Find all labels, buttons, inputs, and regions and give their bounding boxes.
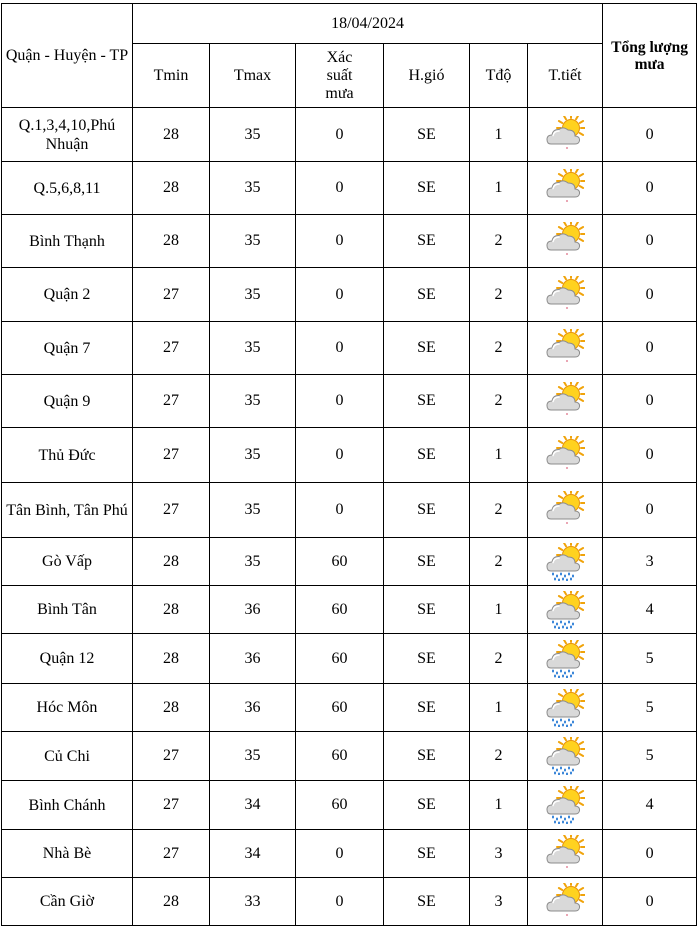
tmin-cell: 28 [133, 162, 210, 215]
district-cell: Bình Chánh [2, 781, 133, 830]
degree-cell: 1 [470, 108, 528, 162]
rain-probability-cell: 60 [296, 586, 384, 634]
total-rain-cell: 4 [603, 586, 697, 634]
district-cell: Q.5,6,8,11 [2, 162, 133, 215]
weather-header: T.tiết [528, 44, 603, 108]
tmax-cell: 36 [210, 684, 296, 732]
degree-cell: 1 [470, 162, 528, 215]
rain-probability-cell: 0 [296, 878, 384, 926]
degree-cell: 3 [470, 830, 528, 878]
tmax-cell: 35 [210, 428, 296, 483]
tmax-cell: 34 [210, 830, 296, 878]
total-rain-cell: 0 [603, 375, 697, 428]
wind-cell: SE [384, 878, 470, 926]
total-rain-cell: 5 [603, 684, 697, 732]
table-row [2, 322, 697, 375]
tmin-cell: 27 [133, 830, 210, 878]
weather-icon-cell [528, 781, 603, 830]
weather-icon-cell [528, 830, 603, 878]
tmin-header: Tmin [133, 44, 210, 108]
tmin-cell: 28 [133, 108, 210, 162]
wind-cell: SE [384, 634, 470, 684]
wind-cell: SE [384, 586, 470, 634]
total-rain-header: Tổng lượng mưa [603, 4, 697, 108]
tmax-cell: 35 [210, 268, 296, 322]
rain-probability-cell: 60 [296, 538, 384, 586]
weather-icon-cell [528, 732, 603, 781]
sun-cloud-rain-icon [545, 543, 585, 581]
rain-probability-cell: 0 [296, 215, 384, 268]
district-cell: Quận 12 [2, 634, 133, 684]
total-rain-cell: 4 [603, 781, 697, 830]
district-cell: Gò Vấp [2, 538, 133, 586]
sun-cloud-icon [545, 883, 585, 921]
table-row [2, 684, 697, 732]
tmin-cell: 27 [133, 375, 210, 428]
wind-cell: SE [384, 108, 470, 162]
tmax-cell: 34 [210, 781, 296, 830]
tmax-cell: 35 [210, 215, 296, 268]
district-cell: Củ Chi [2, 732, 133, 781]
district-cell: Cần Giờ [2, 878, 133, 926]
rain-probability-header: Xác suất mưa [296, 44, 384, 108]
tmin-cell: 28 [133, 684, 210, 732]
sun-cloud-rain-icon [545, 786, 585, 824]
district-cell: Quận 2 [2, 268, 133, 322]
total-rain-cell: 0 [603, 428, 697, 483]
total-rain-cell: 0 [603, 162, 697, 215]
rain-probability-cell: 60 [296, 634, 384, 684]
tmin-cell: 28 [133, 215, 210, 268]
tmin-cell: 28 [133, 634, 210, 684]
rain-probability-cell: 0 [296, 428, 384, 483]
wind-cell: SE [384, 268, 470, 322]
district-cell: Thủ Đức [2, 428, 133, 483]
tmax-cell: 35 [210, 375, 296, 428]
tmax-cell: 35 [210, 322, 296, 375]
district-cell: Bình Tân [2, 586, 133, 634]
degree-cell: 2 [470, 322, 528, 375]
degree-cell: 1 [470, 684, 528, 732]
table-row [2, 781, 697, 830]
total-rain-cell: 5 [603, 634, 697, 684]
tmin-cell: 27 [133, 483, 210, 538]
degree-cell: 2 [470, 732, 528, 781]
weather-icon-cell [528, 162, 603, 215]
weather-icon-cell [528, 586, 603, 634]
degree-cell: 2 [470, 538, 528, 586]
weather-icon-cell [528, 428, 603, 483]
total-rain-cell: 5 [603, 732, 697, 781]
table-row [2, 268, 697, 322]
total-rain-cell: 0 [603, 878, 697, 926]
weather-icon-cell [528, 108, 603, 162]
district-cell: Quận 7 [2, 322, 133, 375]
sun-cloud-rain-icon [545, 591, 585, 629]
degree-cell: 2 [470, 483, 528, 538]
wind-cell: SE [384, 162, 470, 215]
sun-cloud-icon [545, 222, 585, 260]
sun-cloud-icon [545, 169, 585, 207]
sun-cloud-icon [545, 329, 585, 367]
tmin-cell: 28 [133, 538, 210, 586]
rain-probability-cell: 60 [296, 781, 384, 830]
table-row [2, 830, 697, 878]
degree-cell: 1 [470, 428, 528, 483]
tmax-cell: 36 [210, 634, 296, 684]
total-rain-cell: 0 [603, 268, 697, 322]
table-row [2, 375, 697, 428]
district-cell: Nhà Bè [2, 830, 133, 878]
table-row [2, 108, 697, 162]
tmax-cell: 33 [210, 878, 296, 926]
tmin-cell: 27 [133, 781, 210, 830]
wind-cell: SE [384, 781, 470, 830]
sun-cloud-icon [545, 835, 585, 873]
degree-cell: 1 [470, 586, 528, 634]
total-rain-cell: 0 [603, 108, 697, 162]
weather-icon-cell [528, 634, 603, 684]
sun-cloud-rain-icon [545, 689, 585, 727]
degree-cell: 2 [470, 268, 528, 322]
tmax-cell: 35 [210, 108, 296, 162]
rain-probability-cell: 0 [296, 268, 384, 322]
weather-icon-cell [528, 878, 603, 926]
degree-cell: 2 [470, 375, 528, 428]
rain-probability-cell: 0 [296, 830, 384, 878]
total-rain-cell: 0 [603, 322, 697, 375]
rain-probability-cell: 0 [296, 108, 384, 162]
degree-cell: 2 [470, 215, 528, 268]
district-cell: Bình Thạnh [2, 215, 133, 268]
district-header: Quận - Huyện - TP [2, 4, 133, 108]
weather-icon-cell [528, 215, 603, 268]
sun-cloud-icon [545, 436, 585, 474]
district-cell: Hóc Môn [2, 684, 133, 732]
tmin-cell: 27 [133, 732, 210, 781]
weather-icon-cell [528, 375, 603, 428]
rain-probability-cell: 0 [296, 483, 384, 538]
wind-cell: SE [384, 215, 470, 268]
sun-cloud-icon [545, 491, 585, 529]
sun-cloud-icon [545, 382, 585, 420]
degree-header: Tđộ [470, 44, 528, 108]
tmin-cell: 28 [133, 878, 210, 926]
table-row [2, 586, 697, 634]
wind-cell: SE [384, 375, 470, 428]
tmax-header: Tmax [210, 44, 296, 108]
rain-probability-cell: 60 [296, 732, 384, 781]
table-row [2, 732, 697, 781]
table-row [2, 162, 697, 215]
wind-cell: SE [384, 428, 470, 483]
table-row [2, 634, 697, 684]
weather-icon-cell [528, 538, 603, 586]
tmax-cell: 35 [210, 162, 296, 215]
sun-cloud-icon [545, 116, 585, 154]
tmax-cell: 35 [210, 732, 296, 781]
total-rain-cell: 3 [603, 538, 697, 586]
wind-cell: SE [384, 483, 470, 538]
wind-cell: SE [384, 684, 470, 732]
weather-icon-cell [528, 268, 603, 322]
date-header: 18/04/2024 [133, 4, 603, 44]
tmin-cell: 27 [133, 428, 210, 483]
total-rain-cell: 0 [603, 483, 697, 538]
tmin-cell: 27 [133, 268, 210, 322]
tmin-cell: 28 [133, 586, 210, 634]
tmax-cell: 36 [210, 586, 296, 634]
sun-cloud-icon [545, 276, 585, 314]
wind-cell: SE [384, 830, 470, 878]
weather-forecast-table [1, 3, 697, 926]
district-cell: Tân Bình, Tân Phú [2, 483, 133, 538]
rain-probability-cell: 0 [296, 322, 384, 375]
tmax-cell: 35 [210, 483, 296, 538]
table-row [2, 215, 697, 268]
wind-cell: SE [384, 732, 470, 781]
degree-cell: 1 [470, 781, 528, 830]
table-row [2, 878, 697, 926]
sun-cloud-rain-icon [545, 640, 585, 678]
total-rain-cell: 0 [603, 215, 697, 268]
wind-cell: SE [384, 538, 470, 586]
district-cell: Q.1,3,4,10,Phú Nhuận [2, 108, 133, 162]
rain-probability-cell: 0 [296, 162, 384, 215]
sun-cloud-rain-icon [545, 737, 585, 775]
wind-cell: SE [384, 322, 470, 375]
table-row [2, 483, 697, 538]
tmax-cell: 35 [210, 538, 296, 586]
weather-icon-cell [528, 684, 603, 732]
rain-probability-cell: 60 [296, 684, 384, 732]
table-row [2, 538, 697, 586]
wind-header: H.gió [384, 44, 470, 108]
district-cell: Quận 9 [2, 375, 133, 428]
total-rain-cell: 0 [603, 830, 697, 878]
degree-cell: 2 [470, 634, 528, 684]
rain-probability-cell: 0 [296, 375, 384, 428]
tmin-cell: 27 [133, 322, 210, 375]
table-row [2, 428, 697, 483]
weather-icon-cell [528, 483, 603, 538]
weather-icon-cell [528, 322, 603, 375]
degree-cell: 3 [470, 878, 528, 926]
